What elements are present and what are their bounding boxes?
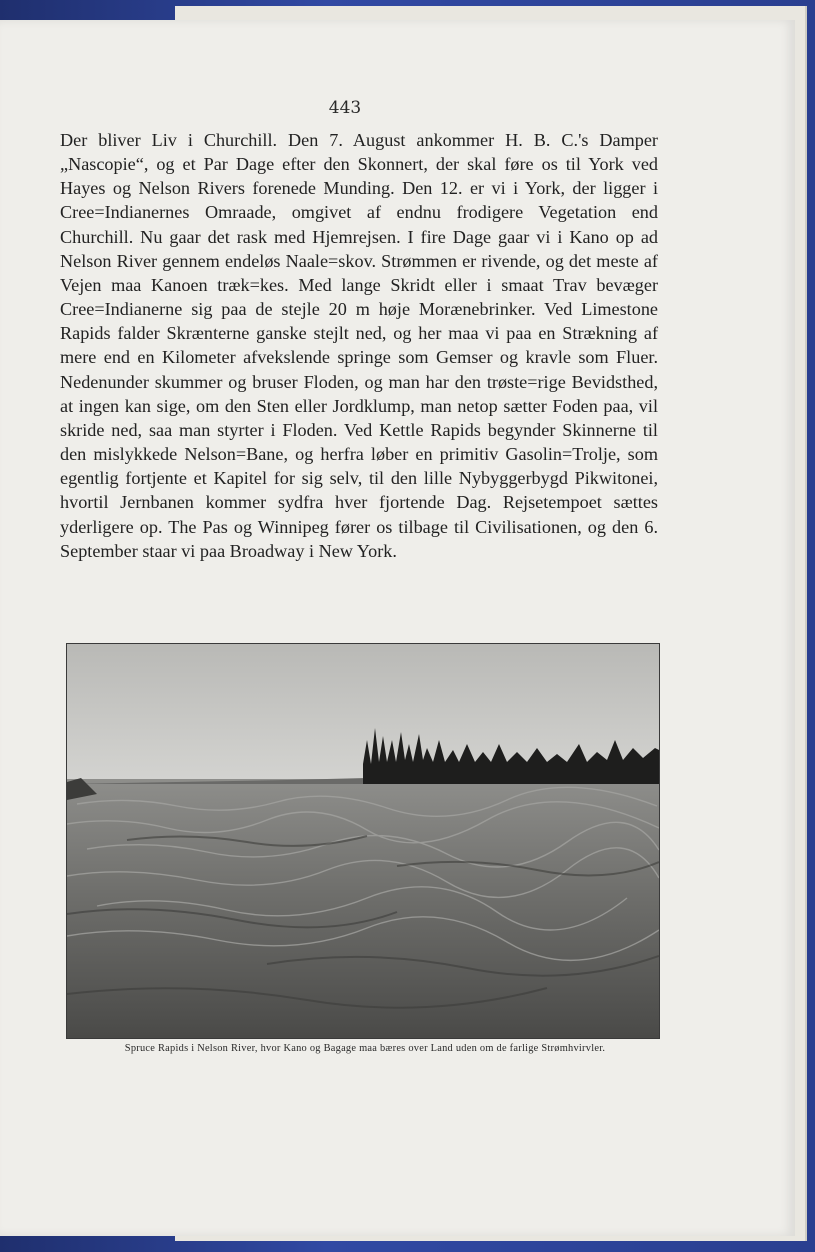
photograph-spruce-rapids [66, 643, 660, 1039]
body-paragraph [60, 128, 658, 563]
page-number: 443 [328, 98, 362, 118]
paragraph-text: Der bliver Liv i Churchill. Den 7. August ankommer H. B. C.'s Damper „Nascopie“, og et Par Dage efter den Skonnert, der skal føre os til York ved Hayes og Nelson Rivers forenede Munding. Den 12. er vi i York, der ligger i Cree=Indianernes Omraade, omgivet af endnu frodigere Vegetation end Churchill. Nu gaar det rask med Hjemrejsen. I fire Dage gaar vi i Kano op ad Nelson River gennem endeløs Naale=skov. Strømmen er rivende, og det meste af Vejen maa Kanoen træk=kes. Med lange Skridt eller i smaat Trav bevæger Cree=Indianerne sig paa de stejle 20 m høje Morænebrinker. Ved Limestone Rapids falder Skrænterne ganske stejlt ned, og her maa vi paa en Strækning af mere end en Kilometer afvekslende springe som Gemser og kravle som Fluer. Nedenunder skummer og bruser Floden, og man har den trøste=rige Bevidsthed, at ingen kan sige, om den Sten eller Jordklump, man netop sætter Foden paa, vil skride ned, saa man styrter i Floden. Ved Kettle Rapids begynder Skinnerne til den mislykkede Nelson=Bane, og herfra løber en primitiv Gasolin=Trolje, som egentlig fortjente et Kapitel for sig selv, til den lille Nybyggerbygd Pikwitonei, hvortil Jernbanen kommer sydfra hver fjortende Dag. Rejsetempoet sættes yderligere op. The Pas og Winnipeg fører os tilbage til Civilisationen, og den 6. September staar vi paa Broadway i New York. [60, 130, 658, 561]
river-water [67, 779, 659, 1038]
photo-caption: Spruce Rapids i Nelson River, hvor Kano og Bagage maa bæres over Land uden om de farlige Strømhvirvler. [124, 1043, 606, 1054]
river-rapids-photo [67, 644, 659, 1038]
